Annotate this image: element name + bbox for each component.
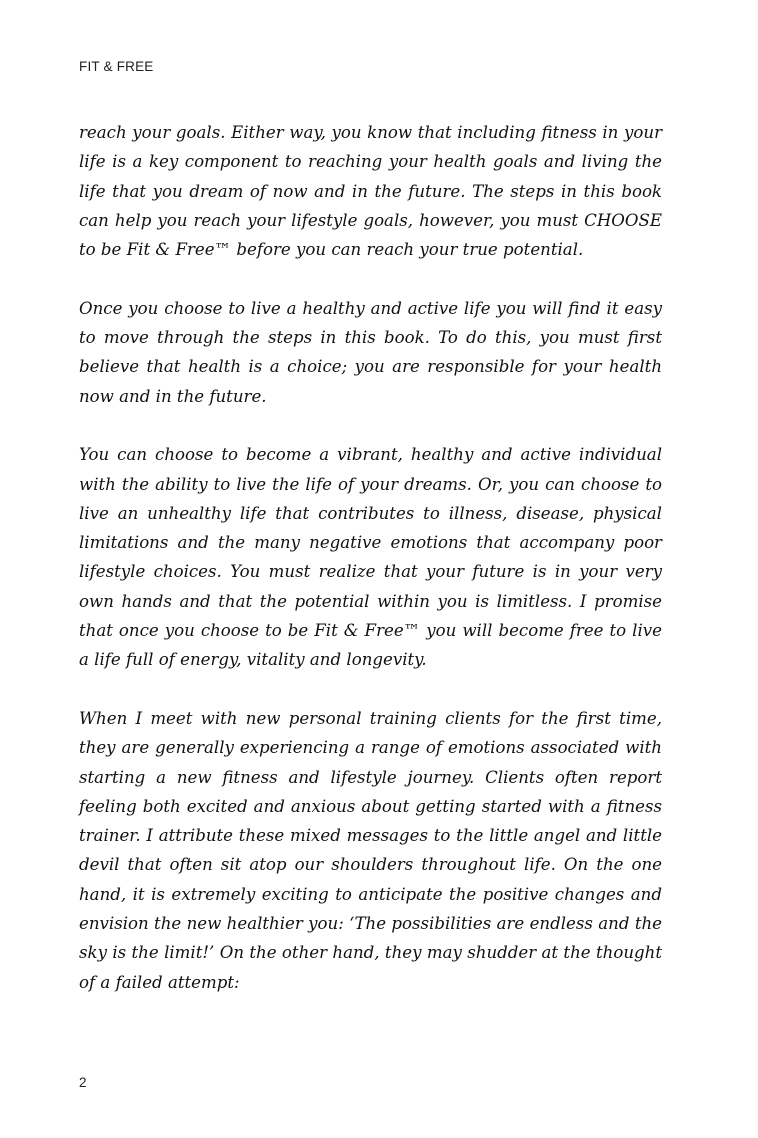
paragraph: reach your goals. Either way, you know that including fitness in your life is a key component to reaching your health goals and living the life that you dream of now and in the future. The steps in this book can help you reach your lifestyle goals, however, you must CHOOSE to be Fit & Free™ before you can reach your true potential. bbox=[79, 123, 662, 260]
page-number: 2 bbox=[79, 1075, 87, 1090]
running-header: FIT & FREE bbox=[79, 59, 154, 74]
paragraph: Once you choose to live a healthy and active life you will find it easy to move through the steps in this book. To do this, you must first believe that health is a choice; you are responsible for your health now and in the future. bbox=[79, 298, 662, 406]
paragraph: When I meet with new personal training clients for the first time, they are generally experiencing a range of emotions associated with starting a new fitness and lifestyle journey. Clients often report feeling both excited and anxious about getting started with a fitness trainer. I attribute these mixed messages to the little angel and little devil that often sit atop our shoulders throughout life. On the one hand, it is extremely exciting to anticipate the positive changes and envision the new healthier you: ‘The possibilities are endless and the sky is the limit!’ On the other hand, they may shudder at the thought of a failed attempt: bbox=[79, 708, 662, 992]
body-text bbox=[79, 118, 662, 997]
paragraph: You can choose to become a vibrant, healthy and active individual with the ability to live the life of your dreams. Or, you can choose to live an unhealthy life that contributes to illness, disease, physical limitations and the many negative emotions that accompany poor lifestyle choices. You must realize that your future is in your very own hands and that the potential within you is limitless. I promise that once you choose to be Fit & Free™ you will become free to live a life full of energy, vitality and longevity. bbox=[79, 445, 662, 670]
